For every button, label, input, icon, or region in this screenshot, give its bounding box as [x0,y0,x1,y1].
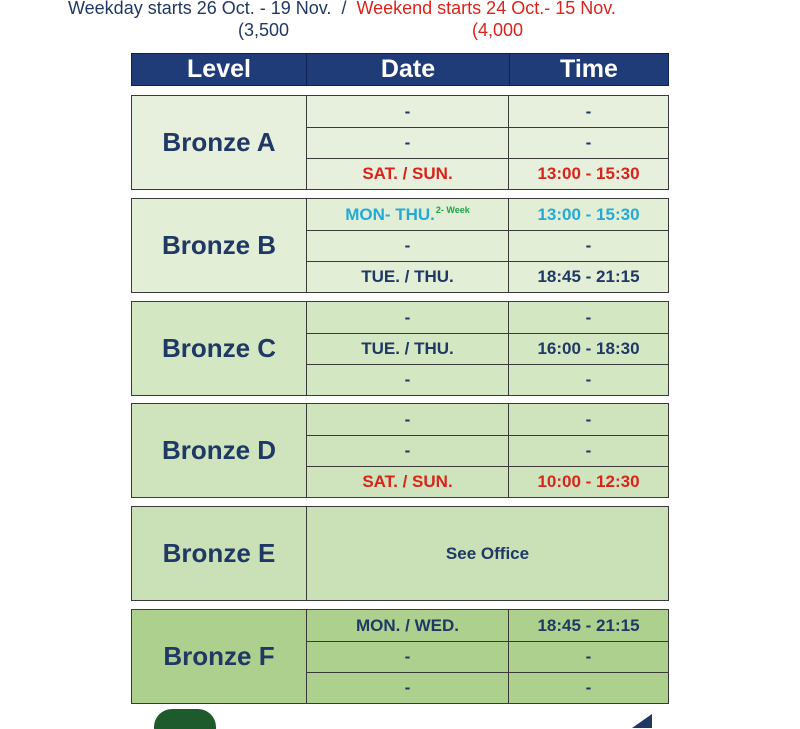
schedule-row [307,466,668,497]
time-cell: 18:45 - 21:15 [537,615,640,635]
schedule-row [307,333,668,364]
level-name: Bronze C [132,302,307,395]
schedule-row [307,641,668,672]
schedule-header [0,0,800,44]
date-cell: - [307,231,509,261]
schedule-row [307,261,668,292]
date-cell: MON. / WED. [307,610,509,641]
duration-note: 2- Week [435,204,470,215]
date-cell: TUE. / THU. [307,334,509,364]
header-separator: / [341,0,347,18]
column-header-time: Time [509,53,669,86]
weekend-start-text: Weekend starts 24 Oct.- 15 Nov. [356,0,616,18]
level-block-bronze-d [131,403,669,498]
time-cell: - [585,307,592,327]
date-cell: TUE. / THU. [307,262,509,292]
time-cell: - [585,101,592,121]
schedule-row [307,364,668,395]
time-cell: - [585,647,592,666]
time-cell: - [585,133,592,152]
date-cell: - [307,365,509,395]
column-header-date: Date [306,53,510,86]
level-block-bronze-b [131,198,669,293]
level-name: Bronze D [132,404,307,497]
level-name: Bronze E [132,507,307,600]
schedule-row [307,96,668,127]
date-cell: SAT. / SUN. [307,159,509,189]
weekend-price: (4,000 [472,20,524,40]
time-cell: 13:00 - 15:30 [537,204,640,224]
logo-fragment-right [632,714,652,728]
date-cell: - [307,128,509,158]
time-cell: - [585,441,592,460]
schedule-row [307,302,668,333]
date-cell: - [307,96,509,127]
date-cell: - [307,673,509,703]
start-dates-line [68,0,616,19]
time-cell: 16:00 - 18:30 [537,339,640,358]
time-cell: - [585,370,592,389]
time-cell: 18:45 - 21:15 [537,267,640,286]
level-block-bronze-f [131,609,669,704]
date-cell [307,199,509,230]
weekday-price: (3,500 [238,20,290,40]
level-block-bronze-a [131,95,669,190]
weekday-start-text: Weekday starts 26 Oct. - 19 Nov. [68,0,332,18]
schedule-row [307,199,668,230]
schedule-row [307,158,668,189]
schedule-row [307,127,668,158]
date-cell: - [307,302,509,333]
time-cell: 10:00 - 12:30 [537,472,640,491]
logo-fragment [154,709,216,729]
date-text: MON- THU. [345,204,435,224]
time-cell: - [585,236,592,255]
level-name: Bronze F [132,610,307,703]
date-cell: SAT. / SUN. [307,467,509,497]
schedule-row [307,672,668,703]
level-name: Bronze B [132,199,307,292]
schedule-row [307,404,668,435]
see-office-note: See Office [445,543,530,563]
level-name: Bronze A [132,96,307,189]
level-block-bronze-c [131,301,669,396]
time-cell: - [585,678,592,697]
schedule-row [307,610,668,641]
level-block-bronze-e [131,506,669,601]
time-cell: 13:00 - 15:30 [537,164,640,183]
schedule-row [307,230,668,261]
date-cell: - [307,642,509,672]
date-cell: - [307,436,509,466]
column-header-level: Level [131,53,307,86]
date-cell: - [307,404,509,435]
schedule-row [307,435,668,466]
time-cell: - [585,409,592,429]
